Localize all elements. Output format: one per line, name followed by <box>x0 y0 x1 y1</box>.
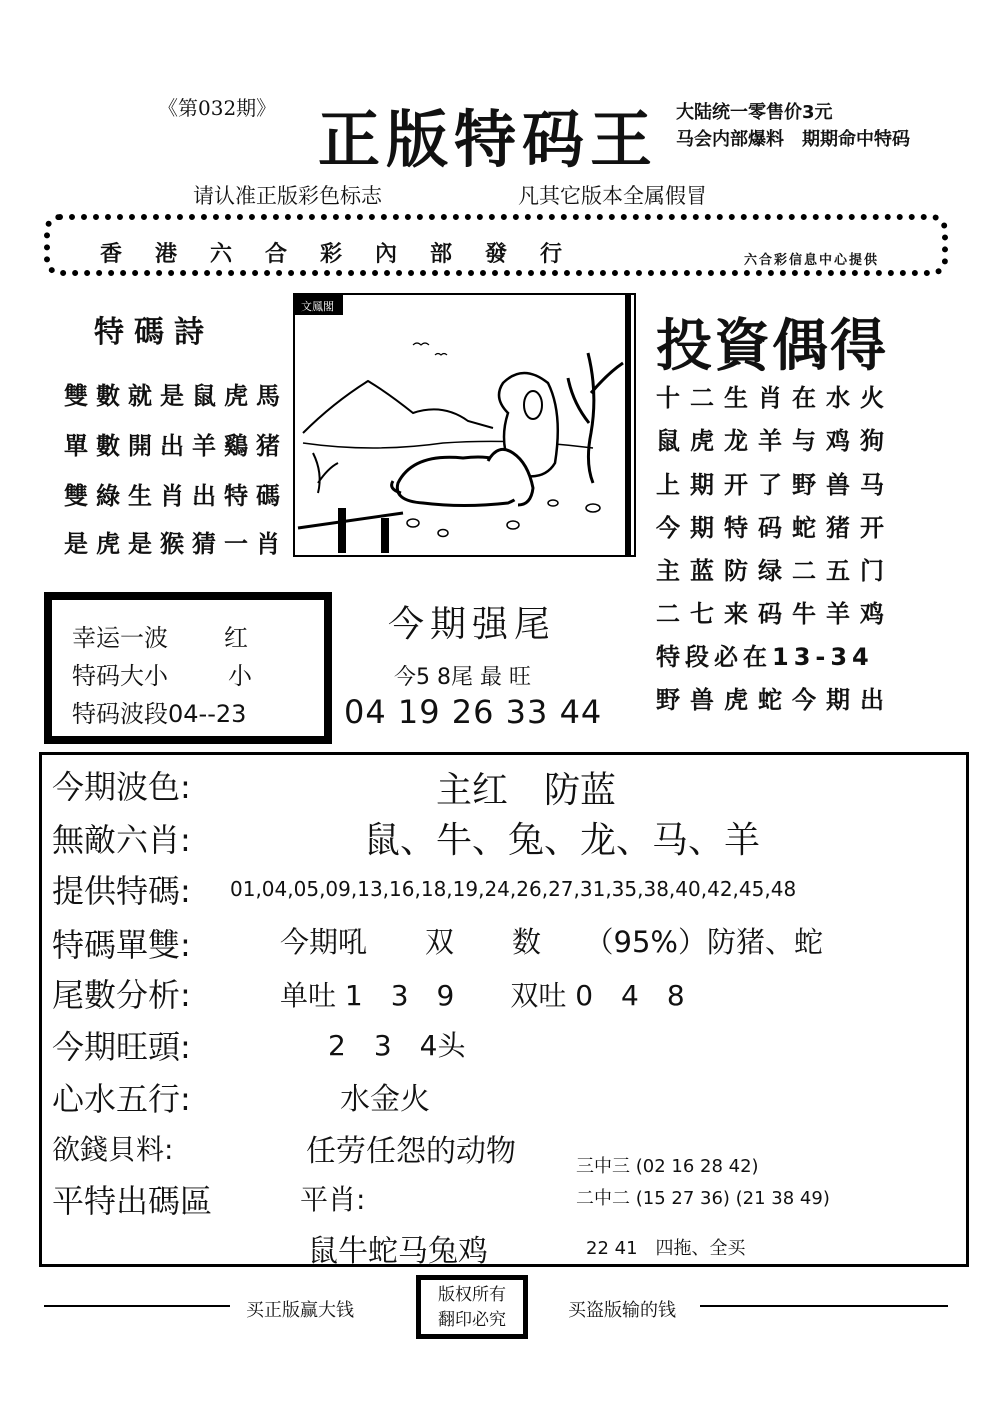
tail-label: 尾數分析: <box>52 976 191 1014</box>
illustration-cattle <box>293 293 636 557</box>
flat-prefix: 平肖: <box>300 1183 366 1216</box>
verse-line: 上期开了野兽马 <box>656 471 894 499</box>
head-label: 今期旺頭: <box>52 1028 191 1066</box>
combo-three: 三中三 (02 16 28 42) <box>576 1156 759 1177</box>
footer-right: 买盗版输的钱 <box>568 1300 676 1321</box>
notice-genuine: 请认准正版彩色标志 <box>193 184 382 208</box>
oddeven-label: 特碼單雙: <box>52 926 191 964</box>
lucky-wave-label: 幸运一波 <box>72 624 168 652</box>
head-value: 2 3 4头 <box>328 1029 466 1062</box>
verse-line: 十二生肖在水火 <box>656 384 894 412</box>
strong-tail-title: 今期强尾 <box>388 604 557 645</box>
lucky-size <box>72 656 252 691</box>
six-value: 鼠、牛、兔、龙、马、羊 <box>364 820 761 861</box>
illustration-caption: 文鳳閣 <box>301 300 334 313</box>
special-label: 提供特碼: <box>52 872 191 910</box>
combo-two: 二中二 (15 27 36) (21 38 49) <box>576 1188 830 1209</box>
poem-title: 特碼詩 <box>94 315 214 350</box>
banner-text: 香港六合彩內部發行 <box>100 242 596 267</box>
color-value: 主红 防蓝 <box>436 770 617 811</box>
six-label: 無敵六肖: <box>52 821 191 859</box>
issue-number: 《第032期》 <box>158 96 277 120</box>
copyright-line2: 翻印必究 <box>438 1310 506 1330</box>
poem-line: 雙數就是鼠虎馬 <box>64 382 288 410</box>
verse-line: 鼠虎龙羊与鸡狗 <box>656 427 894 455</box>
footer-rule-right <box>700 1305 948 1307</box>
verse-line: 二七来码牛羊鸡 <box>656 600 894 628</box>
copyright-box <box>416 1275 528 1339</box>
footer-left: 买正版赢大钱 <box>246 1300 354 1321</box>
strong-tail-numbers: 04 19 26 33 44 <box>344 693 603 731</box>
money-value: 任劳任怨的动物 <box>306 1134 516 1169</box>
oddeven-value: 今期吼 双 数 （95%）防猪、蛇 <box>280 925 823 959</box>
verse-line: 今期特码蛇猪开 <box>656 514 894 542</box>
verse-line: 特段必在13-34 <box>656 643 874 671</box>
element-label: 心水五行: <box>52 1080 191 1118</box>
lucky-wave-value: 红 <box>224 624 248 652</box>
color-label: 今期波色: <box>52 768 191 806</box>
verse-line: 野兽虎蛇今期出 <box>656 686 894 714</box>
tail-value: 单吐 1 3 9 双吐 0 4 8 <box>280 979 685 1012</box>
notice-fake: 凡其它版本全属假冒 <box>518 184 707 208</box>
strong-tail-sub: 今5 8尾 最 旺 <box>394 665 531 690</box>
poem-line: 單數開出羊鷄猪 <box>64 432 288 460</box>
copyright-line1: 版权所有 <box>438 1285 506 1305</box>
lucky-wave <box>72 618 248 653</box>
money-label: 欲錢貝料: <box>52 1133 174 1166</box>
poem-line: 是虎是猴猜一肖 <box>64 530 288 558</box>
footer-rule-left <box>44 1305 230 1307</box>
verse-line: 主蓝防绿二五门 <box>656 557 894 585</box>
flat-label: 平特出碼區 <box>52 1182 213 1220</box>
poem-line: 雙綠生肖出特碼 <box>64 482 288 510</box>
page-title: 正版特码王 <box>318 103 659 176</box>
banner-provider: 六合彩信息中心提供 <box>744 253 880 268</box>
price-text: 大陆统一零售价3元 <box>676 102 833 123</box>
lucky-size-value: 小 <box>228 662 252 690</box>
lucky-size-label: 特码大小 <box>72 662 168 690</box>
lucky-range-value: 04--23 <box>168 700 247 728</box>
lucky-range-label: 特码波段 <box>72 700 168 728</box>
combo-drag: 22 41 四拖、全买 <box>586 1238 746 1259</box>
lucky-range <box>72 694 246 729</box>
element-value: 水金火 <box>340 1082 430 1117</box>
slogan-text: 马会内部爆料 期期命中特码 <box>676 129 910 150</box>
invest-title: 投資偶得 <box>656 313 888 379</box>
special-value: 01,04,05,09,13,16,18,19,24,26,27,31,35,38,40,42,45,48 <box>230 877 797 901</box>
flat-value: 鼠牛蛇马兔鸡 <box>308 1234 488 1269</box>
